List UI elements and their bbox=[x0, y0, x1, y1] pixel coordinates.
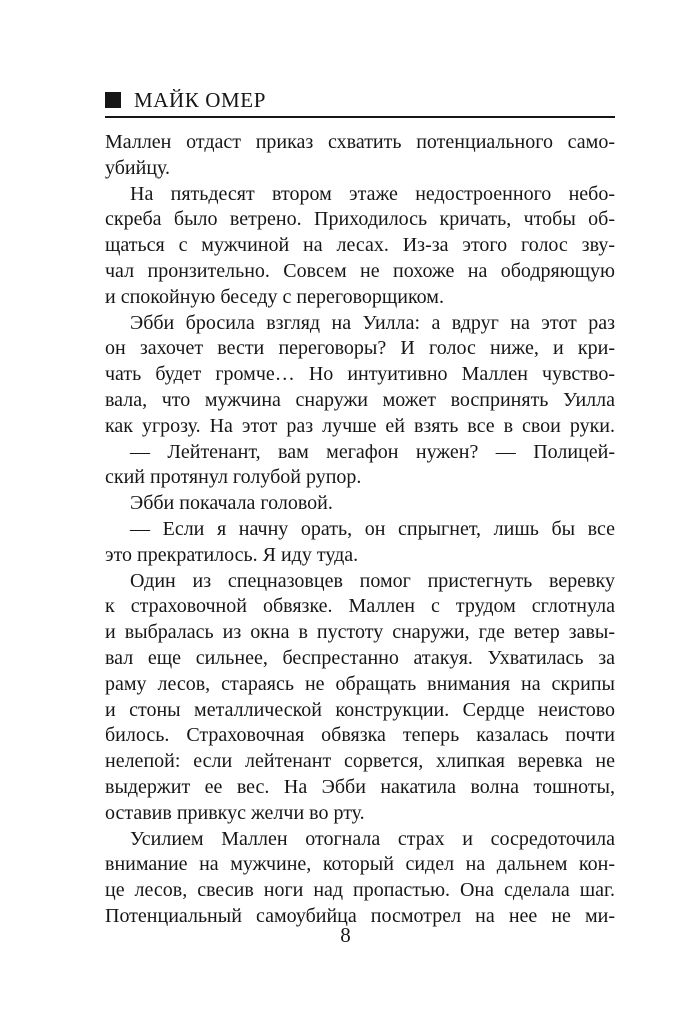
text-line: Один из спецназовцев помог пристегнуть веревку bbox=[130, 569, 615, 592]
text-line: — Если я начну орать, он спрыгнет, лишь бы все bbox=[130, 517, 615, 540]
text-line: щаться с мужчиной на лесах. Из-за этого голос зву- bbox=[105, 234, 615, 257]
text-line: к страховочной обвязке. Маллен с трудом сглотнула bbox=[105, 595, 615, 618]
text-line: Потенциальный самоубийца посмотрел на нее не ми- bbox=[105, 904, 615, 927]
text-line: чать будет громче… Но интуитивно Маллен чувство- bbox=[105, 363, 615, 386]
text-line: выдержит ее вес. На Эбби накатила волна тошноты, bbox=[105, 775, 615, 798]
text-line: вал еще сильнее, беспрестанно атакуя. Ухватилась за bbox=[105, 646, 615, 669]
text-line: и выбралась из окна в пустоту снаружи, где ветер завы- bbox=[105, 621, 615, 644]
text-line: На пятьдесят втором этаже недостроенного небо- bbox=[130, 182, 615, 205]
header-square-mark bbox=[105, 92, 121, 108]
page-number: 8 bbox=[340, 923, 351, 947]
text-line: убийцу. bbox=[105, 156, 171, 179]
text-line: вала, что мужчина снаружи может воспринять Уилла bbox=[105, 388, 615, 411]
text-line: как угрозу. На этот раз лучше ей взять все в свои руки. bbox=[105, 414, 615, 437]
text-line: он захочет вести переговоры? И голос ниже, и кри- bbox=[105, 337, 615, 360]
text-line: Усилием Маллен отогнала страх и сосредоточила bbox=[130, 827, 615, 850]
text-line: билось. Страховочная обвязка теперь казалась почти bbox=[105, 724, 615, 747]
text-line: — Лейтенант, вам мегафон нужен? — Полицей- bbox=[130, 440, 615, 463]
text-line: оставив привкус желчи во рту. bbox=[105, 801, 365, 824]
text-line: ский протянул голубой рупор. bbox=[105, 466, 362, 489]
running-header bbox=[105, 88, 615, 118]
text-line: Эбби бросила взгляд на Уилла: а вдруг на этот раз bbox=[130, 311, 615, 334]
text-line: внимание на мужчине, который сидел на дальнем кон- bbox=[105, 853, 615, 876]
text-line: Маллен отдаст приказ схватить потенциального само- bbox=[105, 131, 615, 153]
text-line: и стоны металлической конструкции. Сердце неистово bbox=[105, 698, 615, 721]
body-text bbox=[105, 130, 615, 930]
text-line: и спокойную беседу с переговорщиком. bbox=[105, 285, 444, 308]
text-line: скреба было ветрено. Приходилось кричать, чтобы об- bbox=[105, 208, 615, 231]
text-line: нелепой: если лейтенант сорвется, хлипкая веревка не bbox=[105, 750, 615, 773]
text-line: це лесов, свесив ноги над пропастью. Она сделала шаг. bbox=[105, 879, 615, 902]
text-line: раму лесов, стараясь не обращать внимания на скрипы bbox=[105, 672, 615, 695]
text-line: это прекратилось. Я иду туда. bbox=[105, 543, 359, 566]
text-line: чал пронзительно. Совсем не похоже на ободряющую bbox=[105, 259, 615, 282]
header-author-title: МАЙК ОМЕР bbox=[134, 88, 267, 112]
text-line: Эбби покачала головой. bbox=[130, 492, 333, 515]
